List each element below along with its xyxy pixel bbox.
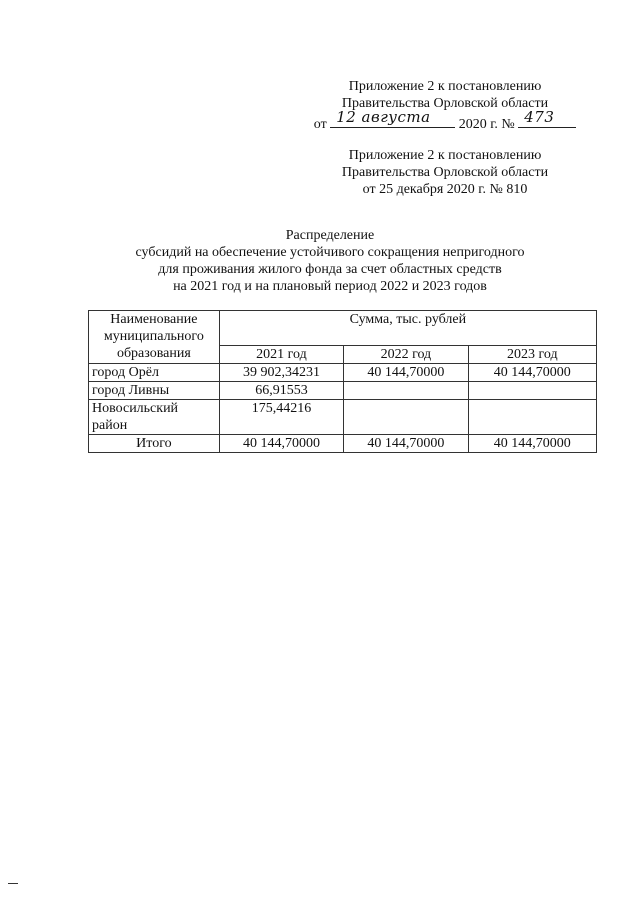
page-edge-mark xyxy=(8,883,18,884)
row-name: город Ливны xyxy=(89,382,220,400)
row-value-2022 xyxy=(344,400,468,435)
handwritten-number-field xyxy=(518,108,576,128)
total-label: Итого xyxy=(89,435,220,453)
original-header-line1: Приложение 2 к постановлению xyxy=(348,148,542,163)
row-value-2022 xyxy=(344,382,468,400)
amendment-header-line2: Правительства Орловской области xyxy=(341,96,549,111)
row-value-2021: 39 902,34231 xyxy=(219,364,343,382)
row-name: Новосильский район xyxy=(89,400,220,435)
total-value-2022: 40 144,70000 xyxy=(344,435,468,453)
row-value-2021: 66,91553 xyxy=(219,382,343,400)
handwritten-date-field xyxy=(330,108,455,128)
year-number-label: 2020 г. № xyxy=(458,117,515,132)
title-line1: Распределение xyxy=(285,228,375,243)
table-row xyxy=(89,364,597,382)
amendment-header xyxy=(305,78,585,133)
document-title xyxy=(80,227,580,295)
col-sum-header: Сумма, тыс. рублей xyxy=(219,311,596,346)
amendment-header-date-line xyxy=(305,108,585,133)
original-header-line2: Правительства Орловской области xyxy=(341,165,549,180)
table-header-row xyxy=(89,311,597,346)
row-name: город Орёл xyxy=(89,364,220,382)
row-value-2023: 40 144,70000 xyxy=(468,364,596,382)
table-row xyxy=(89,382,597,400)
from-label: от xyxy=(313,117,327,132)
subsidy-table xyxy=(88,310,597,453)
table-total-row xyxy=(89,435,597,453)
amendment-header-line1: Приложение 2 к постановлению xyxy=(348,79,542,94)
title-line4: на 2021 год и на плановый период 2022 и 2023 годов xyxy=(173,279,487,294)
title-line2: субсидий на обеспечение устойчивого сокращения непригодного xyxy=(135,245,525,260)
total-value-2021: 40 144,70000 xyxy=(219,435,343,453)
total-value-2023: 40 144,70000 xyxy=(468,435,596,453)
title-line3: для проживания жилого фонда за счет областных средств xyxy=(158,262,502,277)
handwritten-number: 473 xyxy=(524,108,555,126)
table-row xyxy=(89,400,597,435)
row-value-2021: 175,44216 xyxy=(219,400,343,435)
year-2022-header: 2022 год xyxy=(344,346,468,364)
year-2021-header: 2021 год xyxy=(219,346,343,364)
row-value-2022: 40 144,70000 xyxy=(344,364,468,382)
row-value-2023 xyxy=(468,400,596,435)
original-header-line3: от 25 декабря 2020 г. № 810 xyxy=(362,182,528,197)
year-2023-header: 2023 год xyxy=(468,346,596,364)
handwritten-date: 12 августа xyxy=(336,108,431,126)
row-value-2023 xyxy=(468,382,596,400)
original-header xyxy=(305,147,585,198)
col-name-header: Наименование муниципального образования xyxy=(89,311,220,364)
